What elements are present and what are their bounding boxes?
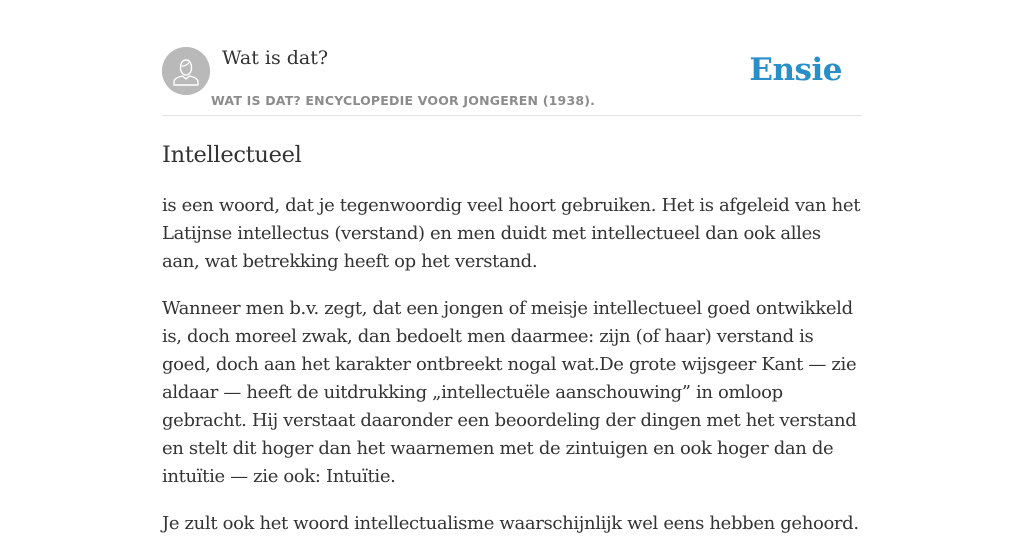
- article-paragraph: Wanneer men b.v. zegt, dat een jongen of meisje intellectueel goed ontwikkeld is, doch moreel zwak, dan bedoelt men daarmee: zijn (of haar) verstand is goed, doch aan het karakter ontbreekt nogal wat.De grote wijsgeer Kant — zie aldaar — heeft de uitdrukking „intellectuële aanschouwing” in omloop gebracht. Hij verstaat daaronder een beoordeling der dingen met het verstand en stelt dit hoger dan het waarnemen met de zintuigen en ook hoger dan de intuïtie — zie ook: Intuïtie.: [162, 298, 857, 487]
- article-paragraph: is een woord, dat je tegenwoordig veel hoort gebruiken. Het is afgeleid van het Latijnse intellectus (verstand) en men duidt met intellectueel dan ook alles aan, wat betrekking heeft op het verstand.: [162, 195, 861, 272]
- header: [162, 0, 862, 116]
- ensie-logo[interactable]: Ensie: [749, 52, 842, 88]
- content-container: [162, 0, 862, 534]
- source-subtitle: WAT IS DAT? ENCYCLOPEDIE VOOR JONGEREN (1938).: [211, 93, 596, 108]
- avatar[interactable]: [162, 47, 210, 95]
- article-paragraph: Je zult ook het woord intellectualisme waarschijnlijk wel eens hebben gehoord.: [162, 513, 859, 534]
- article-body: [162, 192, 862, 538]
- source-title[interactable]: Wat is dat?: [222, 47, 329, 69]
- user-placeholder-icon: [162, 47, 210, 95]
- article-title: Intellectueel: [162, 142, 302, 168]
